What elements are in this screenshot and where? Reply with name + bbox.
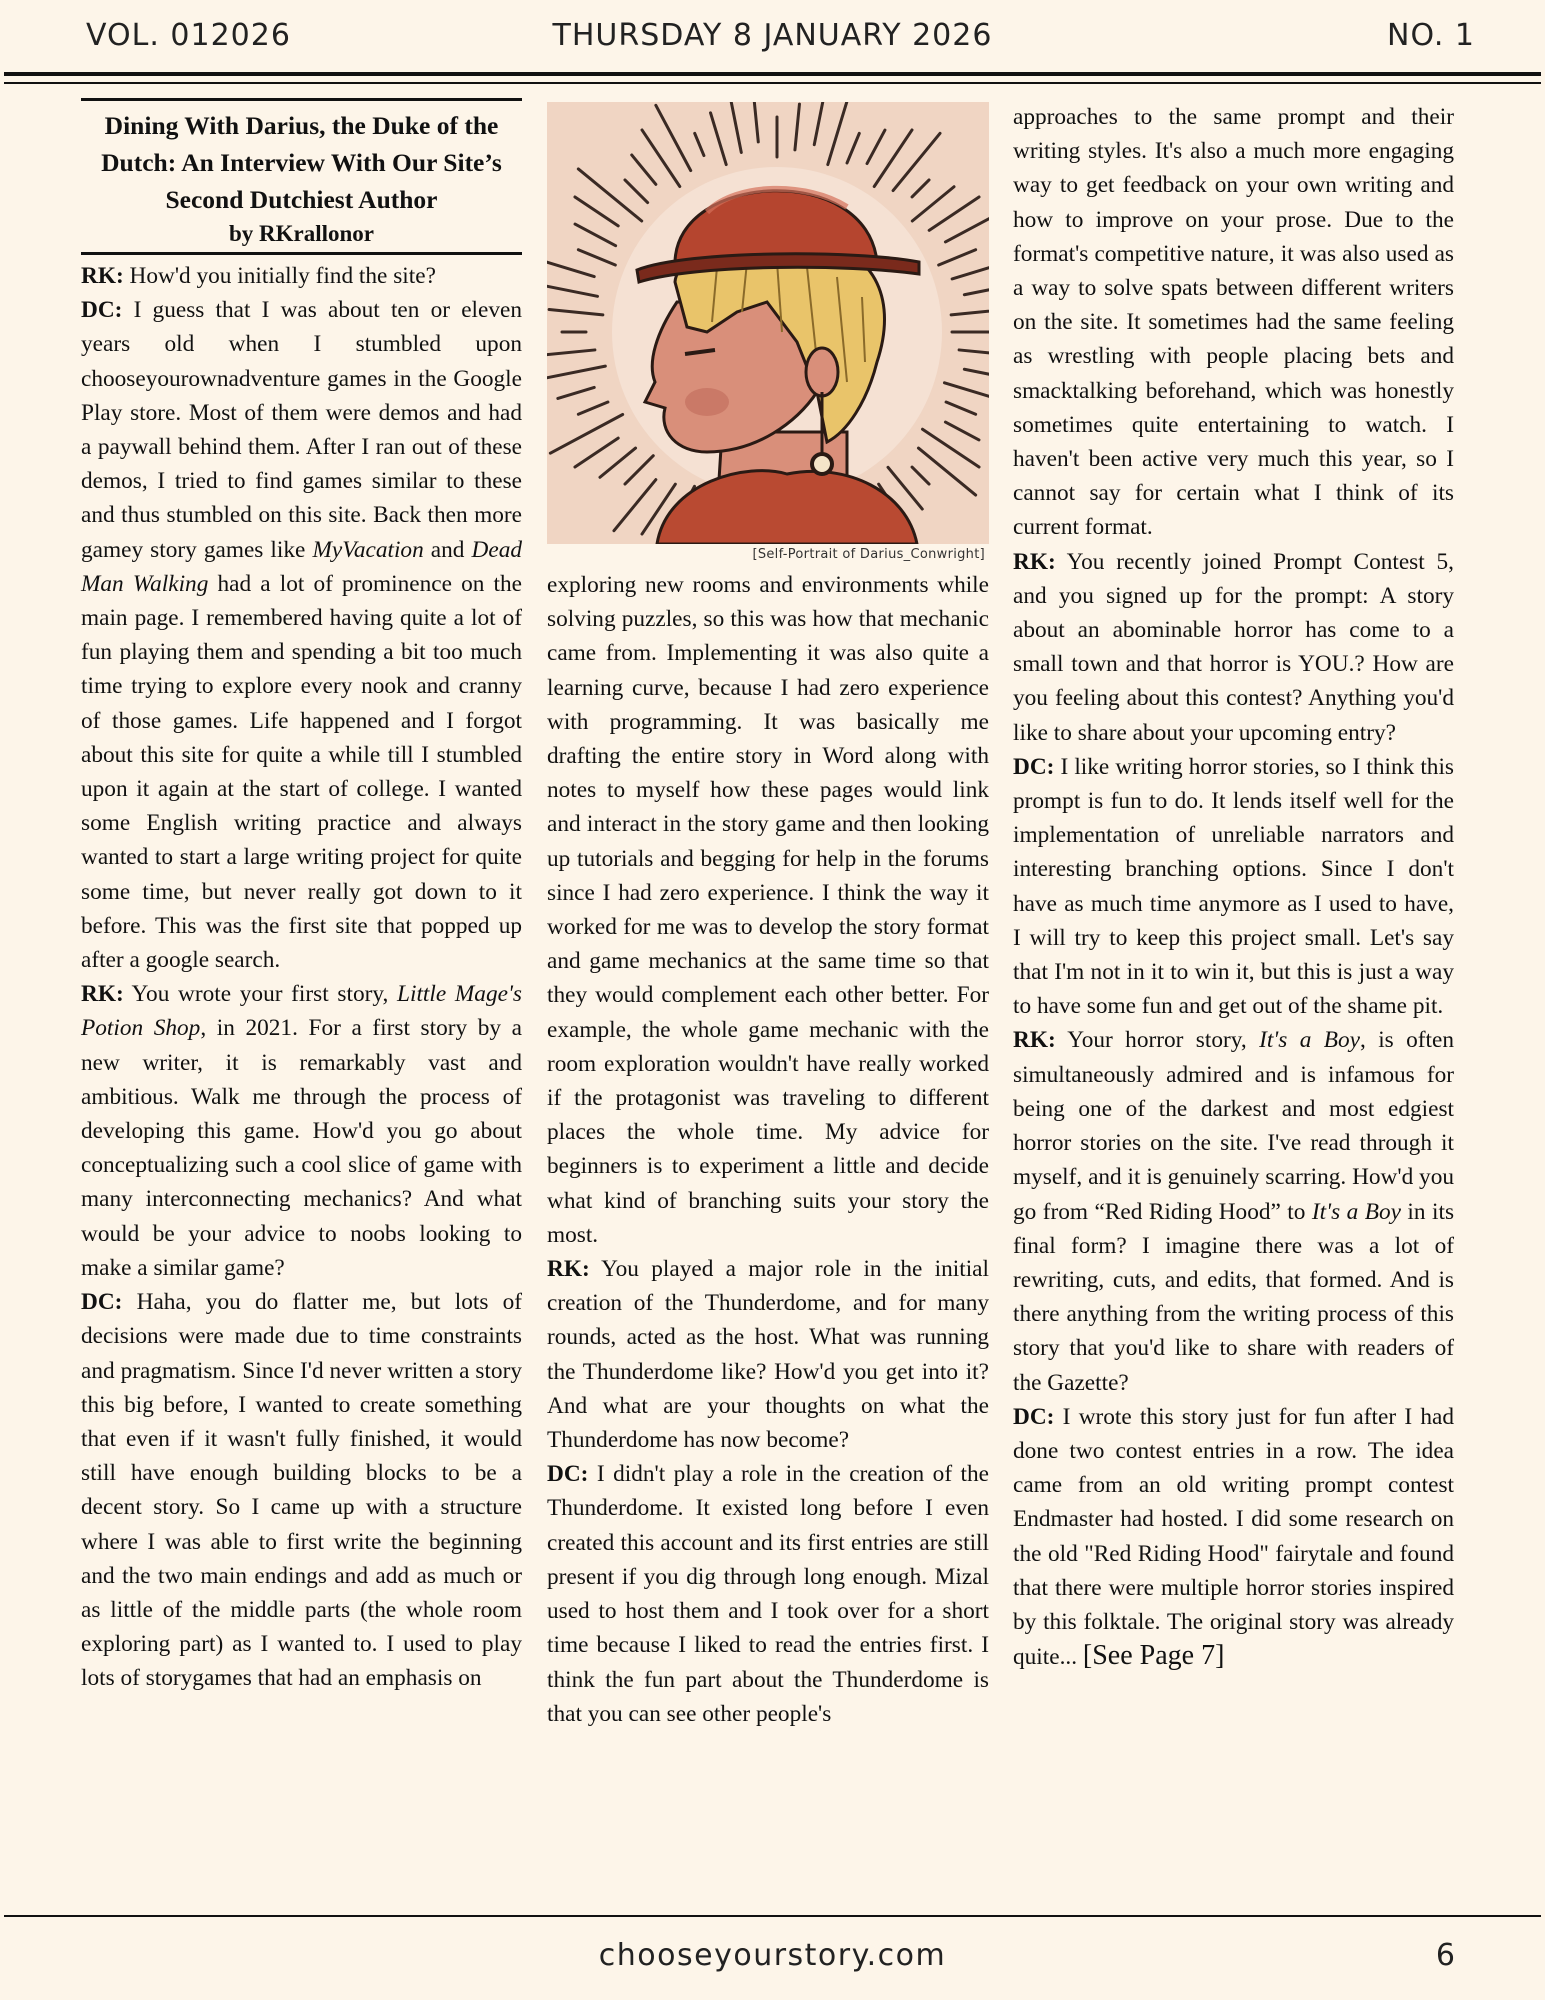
- speaker-label: DC:: [1013, 1403, 1055, 1430]
- issue-date: THURSDAY 8 JANUARY 2026: [552, 18, 993, 53]
- article-paragraph: [81, 977, 522, 1285]
- article-paragraph: [547, 1252, 989, 1457]
- footer: [0, 1938, 1545, 1982]
- column-2-body: [547, 568, 989, 1731]
- article-byline: by RKrallonor: [228, 221, 375, 246]
- article-paragraph: [547, 568, 989, 1252]
- continued-on-label: [See Page 7]: [1082, 1640, 1225, 1672]
- speaker-label: DC:: [81, 1289, 123, 1316]
- article-paragraph: [81, 1285, 522, 1695]
- story-title: Dead Man Walking: [81, 536, 522, 597]
- article-paragraph: [81, 259, 522, 293]
- speaker-label: RK:: [547, 1256, 590, 1283]
- paragraph-text: approaches to the same prompt and their writing styles. It's also a much more engaging way to get feedback on your own writing and how to improve on your prose. Due to the format's competitive nature, it was also used as a way to solve spats between different writers on the site. It sometimes had the same feeling as wrestling with people placing bets and smacktalking beforehand, which was honestly sometimes quite entertaining to watch. I haven't been active very much this year, so I cannot say for certain what I think of its current format.: [1013, 104, 1454, 541]
- site-url: chooseyourstory.com: [598, 1938, 947, 1973]
- speaker-label: DC:: [81, 297, 123, 324]
- article-paragraph: [1013, 1400, 1454, 1675]
- page-number: 6: [1435, 1938, 1455, 1973]
- self-portrait-image: [547, 102, 989, 544]
- article-title: Dining With Darius, the Duke of the Dutch: An Interview With Our Site’s Second Dutchiest Author: [101, 111, 502, 214]
- portrait-earring: [812, 454, 832, 474]
- speaker-label: RK:: [81, 981, 124, 1008]
- story-title: It's a Boy: [1311, 1198, 1401, 1225]
- article-paragraph: [547, 1457, 989, 1731]
- column-3: [1013, 100, 1454, 1674]
- paragraph-text: Your horror story,: [1055, 1027, 1260, 1054]
- paragraph-text: , is often simultaneously admired and is infamous for being one of the darkest and most edgiest horror stories on the site. I've read through it myself, and it is genuinely scarring. How'd you go from “Red Riding Hood” to: [1013, 1027, 1455, 1225]
- volume-label: VOL. 012026: [86, 18, 291, 53]
- paragraph-text: and: [423, 536, 472, 563]
- speaker-label: RK:: [1013, 548, 1056, 575]
- article-paragraph: [1013, 750, 1454, 1024]
- paragraph-text: You wrote your first story,: [123, 981, 398, 1008]
- column-3-body: [1013, 100, 1454, 1674]
- paragraph-text: I didn't play a role in the creation of the Thunderdome. It existed long before I even created this account and its first entries are still present if you dig through long enough. Mizal used to host them and I took over for a short time because I liked to read the entries first. I think the fun part about the Thunderdome is that you can see other people's: [547, 1461, 989, 1727]
- paragraph-text: You played a major role in the initial creation of the Thunderdome, and for many rounds, acted as the host. What was running the Thunderdome like? How'd you get into it? And what are your thoughts on what the Thunderdome has now become?: [547, 1256, 989, 1454]
- speaker-label: DC:: [547, 1461, 589, 1488]
- speaker-label: DC:: [1013, 753, 1055, 780]
- paragraph-text: I guess that I was about ten or eleven years old when I stumbled upon chooseyourownadventure games in the Google Play store. Most of them were demos and had a paywall behind them. After I ran out of these demos, I tried to find games similar to these and thus stumbled on this site. Back then more gamey story games like: [81, 297, 522, 563]
- story-title: Little Mage's Potion Shop: [81, 981, 522, 1042]
- article-paragraph: [1013, 1023, 1454, 1399]
- paragraph-text: You recently joined Prompt Contest 5, and you signed up for the prompt: A story about an abominable horror has come to a small town and that horror is YOU.? How are you feeling about this contest? Anything you'd like to share about your upcoming entry?: [1013, 548, 1454, 746]
- speaker-label: RK:: [81, 263, 124, 289]
- issue-number: NO. 1: [1387, 18, 1475, 53]
- portrait-cheek: [685, 388, 729, 416]
- speaker-label: RK:: [1013, 1027, 1056, 1054]
- story-title: It's a Boy: [1259, 1027, 1360, 1054]
- portrait-caption: [Self-Portrait of Darius_Conwright]: [752, 547, 985, 562]
- paragraph-text: in its final form? I imagine there was a lot of rewriting, cuts, and edits, that formed. And is there anything from the writing process of this story that you'd like to share with readers of the Gazette?: [1013, 1198, 1455, 1396]
- column-2: [547, 98, 989, 1731]
- article-paragraph: [81, 293, 522, 977]
- article-paragraph: [1013, 100, 1454, 545]
- footer-rule: [4, 1915, 1541, 1917]
- portrait-ear: [806, 348, 838, 396]
- column-1-body: [81, 259, 522, 1696]
- masthead: [0, 18, 1545, 64]
- paragraph-text: I like writing horror stories, so I think this prompt is fun to do. It lends itself well for the implementation of unreliable narrators and interesting branching options. Since I don't have as much time anymore as I used to have, I will try to keep this project small. Let's say that I'm not in it to win it, but this is just a way to have some fun and get out of the shame pit.: [1013, 753, 1454, 1020]
- paragraph-text: I wrote this story just for fun after I had done two contest entries in a row. The idea came from an old writing prompt contest Endmaster had hosted. I did some research on the old "Red Riding Hood" fairytale and found that there were multiple horror stories inspired by this folktale. The original story was already quite...: [1013, 1403, 1454, 1671]
- article-paragraph: [1013, 545, 1454, 750]
- story-title: MyVacation: [312, 536, 424, 563]
- paragraph-text: exploring new rooms and environments while solving puzzles, so this was how that mechanic came from. Implementing it was also quite a learning curve, because I had zero experience with programming. It was basically me drafting the entire story in Word along with notes to myself how these pages would link and interact in the story game and then looking up tutorials and begging for help in the forums since I had zero experience. I think the way it worked for me was to develop the story format and game mechanics at the same time so that they would complement each other better. For example, the whole game mechanic with the room exploration wouldn't have really worked if the protagonist was traveling to different places the whole time. My advice for beginners is to experiment a little and decide what kind of branching suits your story the most.: [547, 572, 989, 1248]
- paragraph-text: had a lot of prominence on the main page. I remembered having quite a lot of fun playing them and spending a bit too much time trying to explore every nook and cranny of those games. Life happened and I forgot about this site for quite a while till I stumbled upon it again at the start of college. I wanted some English writing practice and always wanted to start a large writing project for quite some time, but never really got down to it before. This was the first site that popped up after a google search.: [81, 570, 522, 974]
- masthead-rule-thick: [4, 72, 1541, 76]
- paragraph-text: How'd you initially find the site?: [123, 263, 436, 289]
- masthead-rule-thin: [4, 82, 1541, 84]
- paragraph-text: , in 2021. For a first story by a new writer, it is remarkably vast and ambitious. Walk me through the process of developing this game. How'd you go about conceptualizing such a cool slice of game with many interconnecting mechanics? And what would be your advice to noobs looking to make a similar game?: [81, 1015, 522, 1281]
- paragraph-text: Haha, you do flatter me, but lots of decisions were made due to time constraints and pragmatism. Since I'd never written a story this big before, I wanted to create something that even if it wasn't fully finished, it would still have enough building blocks to be a decent story. So I came up with a structure where I was able to first write the beginning and the two main endings and add as much or as little of the middle parts (the whole room exploring part) as I wanted to. I used to play lots of storygames that had an emphasis on: [81, 1289, 522, 1692]
- article-header: [81, 98, 522, 255]
- column-1: [81, 98, 522, 1696]
